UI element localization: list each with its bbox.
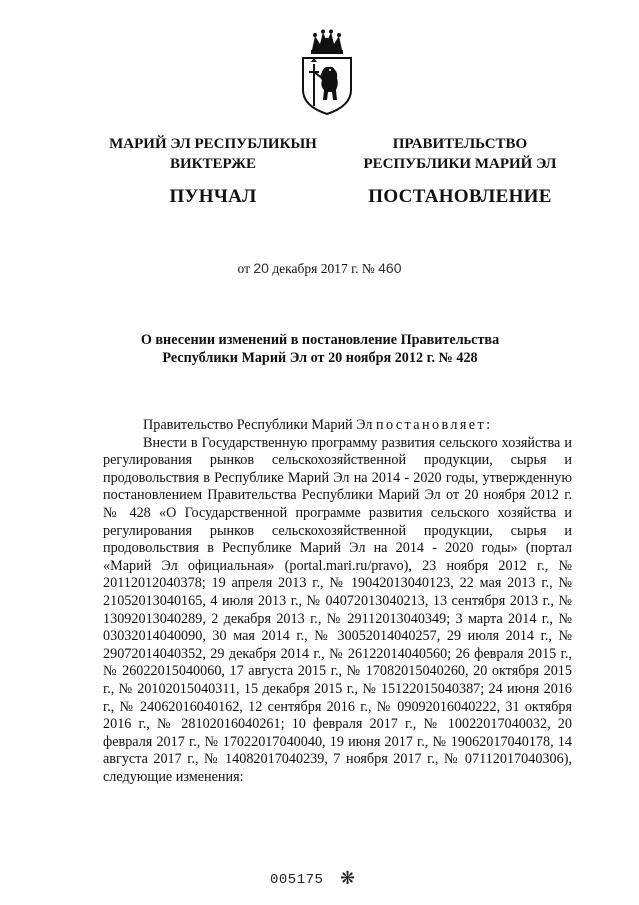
document-title-line1: О внесении изменений в постановление Правительства — [140, 332, 500, 348]
preamble — [103, 417, 572, 435]
preamble-resolves: постановляет: — [375, 417, 493, 433]
dateline-number: 460 — [378, 260, 402, 276]
dateline-prefix: от — [237, 261, 250, 276]
coat-of-arms-icon — [298, 28, 356, 116]
footer-serial-number: 005175 — [270, 872, 324, 888]
document-dateline — [0, 260, 639, 277]
preamble-text: Правительство Республики Марий Эл — [143, 417, 373, 433]
header-right-line2: РЕСПУБЛИКИ МАРИЙ ЭЛ — [363, 156, 557, 172]
document-body — [103, 417, 572, 786]
dateline-day: 20 — [253, 260, 269, 276]
body-paragraph: Внести в Государственную программу развития сельского хозяйства и регулирования рынков сельскохозяйственной продукции, сырья и продовольствия в Республике Марий Эл на 2014 - 2020 годы, утвержденную постановлением Правительства Республики Марий Эл от 20 ноября 2012 г. № 428 «О Государственной программе развития сельского хозяйства и регулирования рынков сельскохозяйственной продукции, сырья и продовольствия в Республике Марий Эл на 2014 - 2020 годы» (портал «Марий Эл официальная» (portal.mari.ru/pravo), 23 ноября 2012 г., № 20112012040378; 19 апреля 2013 г., № 19042013040123, 22 мая 2013 г., № 21052013040165, 4 июля 2013 г., № 04072013040213, 13 сентября 2013 г., № 13092013040289, 2 декабря 2013 г., № 29112013040349; 3 марта 2014 г., № 03032014040090, 30 мая 2014 г., № 30052014040257, 29 июля 2014 г., № 29072014040352, 29 декабря 2014 г., № 26122014040560; 26 февраля 2015 г., № 26022015040060, 17 августа 2015 г., № 17082015040260, 20 октября 2015 г., № 20102015040311, 15 декабря 2015 г., № 15122015040387; 24 июня 2016 г., № 24062016040162, 12 сентября 2016 г., № 09092016040222, 31 октября 2016 г., № 28102016040261; 10 февраля 2017 г., № 10022017040032, 20 февраля 2017 г., № 17022017040040, 19 июня 2017 г., № 19062017040178, 14 августа 2017 г., № 14082017040239, 7 ноября 2017 г., № 07112017040306), следующие изменения: — [103, 434, 572, 785]
header-left-block — [88, 134, 338, 209]
header-left-doc-type: ПУНЧАЛ — [169, 186, 257, 207]
header-left-line1: МАРИЙ ЭЛ РЕСПУБЛИКЫН — [109, 136, 317, 152]
document-title-line2: Республики Марий Эл от 20 ноября 2012 г. № 428 — [162, 350, 478, 366]
footer-asterisk-mark: ❋ — [340, 868, 356, 888]
header-left-line2: ВИКТЕРЖЕ — [169, 156, 257, 172]
header-right-doc-type: ПОСТАНОВЛЕНИЕ — [368, 186, 552, 207]
header-right-line1: ПРАВИТЕЛЬСТВО — [392, 136, 528, 152]
header-right-block — [335, 134, 585, 209]
document-title — [80, 331, 560, 367]
dateline-month-year: декабря 2017 г. № — [272, 261, 375, 276]
